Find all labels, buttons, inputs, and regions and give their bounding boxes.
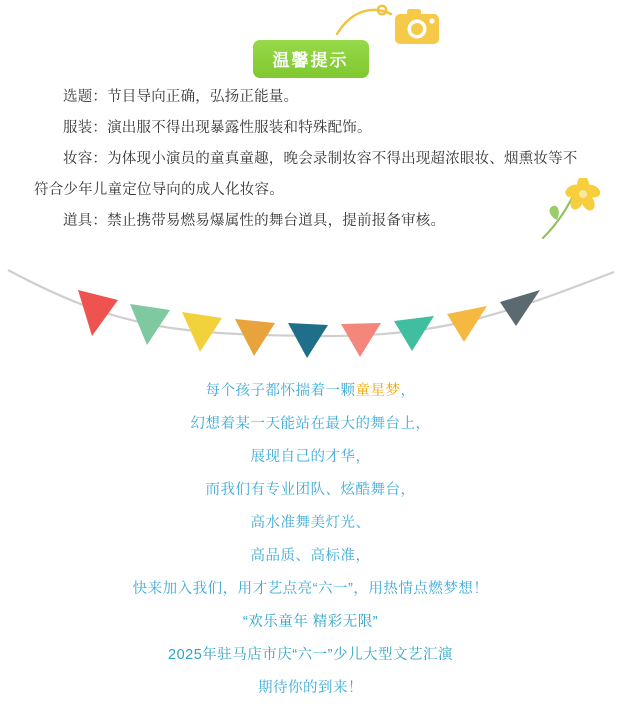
poem-closing: 期待你的到来！ — [258, 680, 363, 696]
notice-paragraph: 选题：节目导向正确，弘扬正能量。 — [63, 89, 299, 105]
notice-paragraph: 服装：演出服不得出现暴露性服装和特殊配饰。 — [63, 120, 372, 136]
poem-line: 幻想着某一天能站在最大的舞台上， — [190, 416, 431, 432]
bunting-decoration — [0, 252, 621, 362]
bunting-flags — [78, 290, 540, 358]
poem-line: 而我们有专业团队、炫酷舞台， — [205, 482, 416, 498]
poem-line: 快来加入我们，用才艺点亮“六一”，用热情点燃梦想！ — [132, 581, 489, 597]
flower-icon — [539, 178, 603, 240]
poem-line — [0, 375, 621, 408]
header — [0, 0, 621, 86]
poem-line: 高品质、高标准， — [250, 548, 371, 564]
notice-badge: 温馨提示 — [253, 40, 369, 78]
notice-paragraph: 妆容：为体现小演员的童真童趣，晚会录制妆容不得出现超浓眼妆、烟熏妆等不符合少年儿童定位导向的成人化妆容。 — [34, 151, 578, 198]
poem-line-highlight: 童星梦 — [355, 383, 401, 399]
poem-slogan: “欢乐童年 精彩无限” — [242, 614, 379, 630]
poem-line: 展现自己的才华， — [250, 449, 371, 465]
poem-line: 高水准舞美灯光、 — [250, 515, 371, 531]
notice-paragraph: 道具：禁止携带易燃易爆属性的舞台道具，提前报备审核。 — [63, 213, 446, 229]
poem-block — [0, 375, 621, 705]
notice-body — [0, 82, 621, 237]
poem-event-title: 2025年驻马店市庆“六一”少儿大型文艺汇演 — [168, 647, 453, 663]
poem-line-tail: ， — [400, 383, 416, 399]
poem-line-text: 每个孩子都怀揣着一颗 — [205, 383, 356, 399]
